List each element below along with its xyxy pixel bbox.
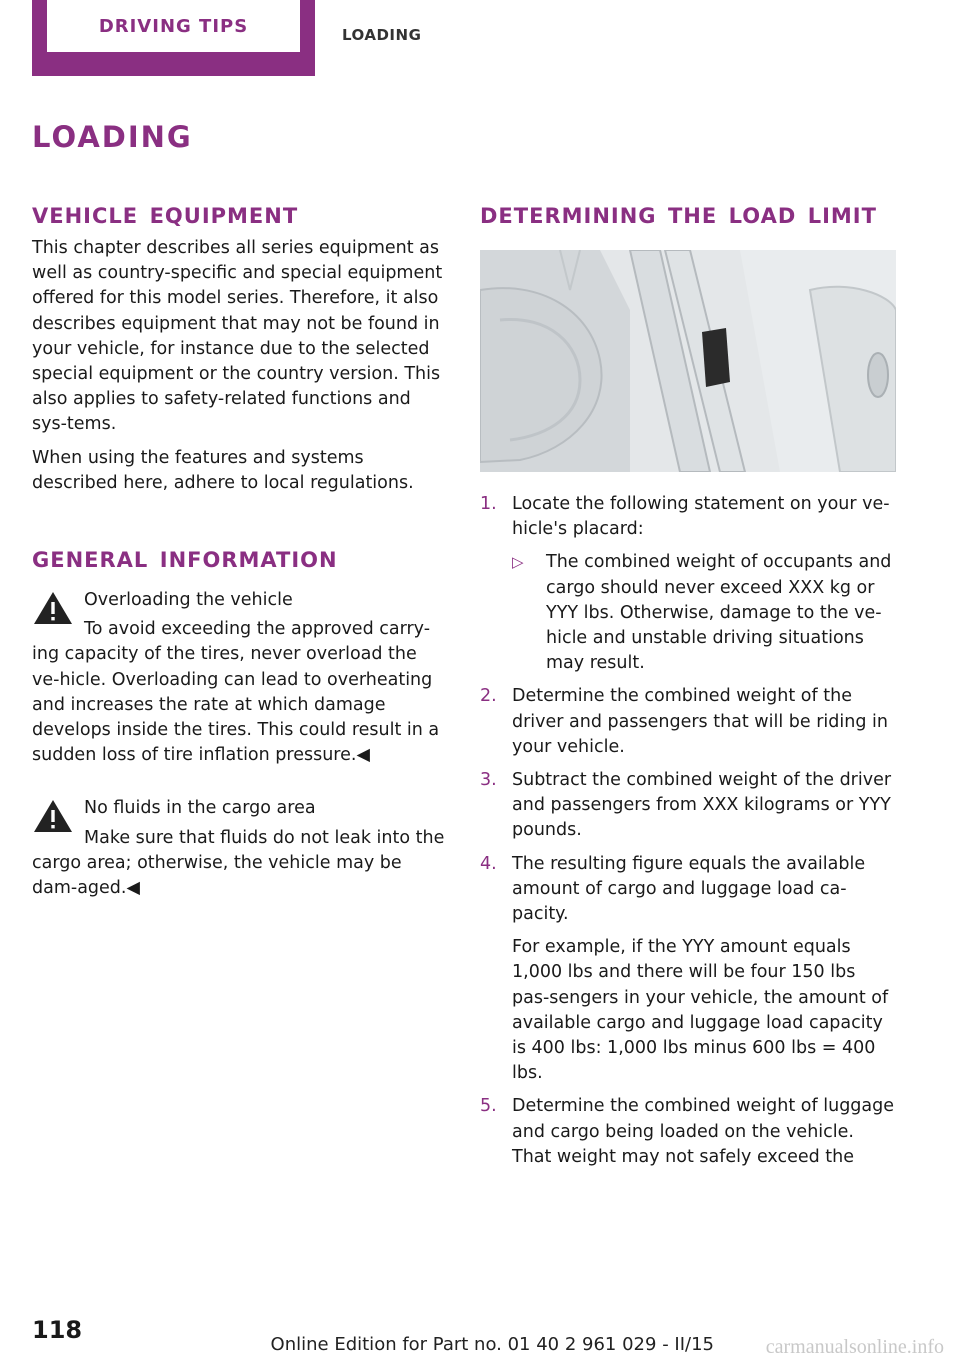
step-number: 3. [480, 770, 497, 791]
step-number: 5. [480, 1096, 497, 1117]
warning-fluids [32, 796, 448, 901]
step-text: Determine the combined weight of luggage and cargo being loaded on the vehicle. That weight may not safely exceed the [512, 1096, 895, 1167]
triangle-bullet-icon: ▷ [512, 553, 524, 572]
section-tab-label: DRIVING TIPS [47, 0, 300, 52]
list-item [480, 492, 896, 676]
list-item [480, 1094, 896, 1170]
step-text: Locate the following statement on your ve-hicle's placard: [512, 494, 890, 540]
load-limit-heading: determining the load limit [480, 196, 877, 231]
vehicle-equipment-para2: When using the features and systems described here, adhere to local regulations. [32, 447, 414, 493]
warning-title: No fluids in the cargo area [84, 798, 316, 819]
page-number: 118 [32, 1316, 83, 1344]
step-number: 2. [480, 686, 497, 707]
step-number: 4. [480, 853, 497, 874]
warning-body: To avoid exceeding the approved carry-ing capacity of the tires, never overload the ve-hicle. Overloading can lead to overheating and increases the rate at which damage develops inside the tires. This could result in a sudden loss of tire inflation pressure.◀ [32, 619, 440, 766]
step-text: The resulting figure equals the available amount of cargo and luggage load ca-pacity. [512, 853, 866, 925]
right-column [480, 196, 896, 1178]
list-item [480, 852, 896, 1087]
warning-overloading [32, 588, 448, 768]
step-text: Subtract the combined weight of the driver and passengers from XXX kilograms or YYY pounds. [512, 770, 892, 841]
load-limit-steps [480, 492, 896, 1170]
left-column [32, 196, 448, 901]
door-sill-illustration [480, 250, 896, 472]
current-tab-label[interactable]: LOADING [342, 26, 422, 44]
vehicle-equipment-heading: vehicle equipment [32, 196, 299, 231]
step-number: 1. [480, 494, 497, 514]
list-item [480, 768, 896, 844]
general-information-heading: general information [32, 540, 338, 576]
bullet-text: The combined weight of occupants and cargo should never exceed XXX kg or YYY lbs. Otherwise, damage to the ve-hicle and unstable driving situations may result. [546, 552, 892, 674]
placard-location-figure [480, 250, 896, 472]
edition-note: Online Edition for Part no. 01 40 2 961 029 - II/15 [270, 1334, 714, 1355]
warning-triangle-icon [32, 590, 74, 626]
warning-triangle-icon [32, 798, 74, 834]
section-tab[interactable] [32, 0, 315, 76]
step-example: For example, if the YYY amount equals 1,000 lbs and there will be four 150 lbs pas-sengers in your vehicle, the amount of available cargo and luggage load capacity is 400 lbs: 1,000 lbs minus 600 lbs = 400 lbs. [512, 937, 889, 1084]
warning-title: Overloading the vehicle [84, 590, 293, 611]
step-text: Determine the combined weight of the driver and passengers that will be riding in your vehicle. [512, 686, 888, 757]
page-title: loading [32, 108, 193, 157]
placard-label-icon [702, 328, 730, 387]
warning-body: Make sure that fluids do not leak into the cargo area; otherwise, the vehicle may be dam-aged.◀ [32, 827, 445, 899]
watermark: carmanualsonline.info [765, 1336, 944, 1358]
list-item [480, 684, 896, 760]
step-bullet [512, 550, 896, 676]
vehicle-equipment-para1: This chapter describes all series equipment as well as country-specific and special equipment offered for this model series. Therefore, it also describes equipment that may not be found in your vehicle, for instance due to the selected special equipment or the country version. This also applies to safety-related functions and sys-tems. [32, 238, 443, 435]
